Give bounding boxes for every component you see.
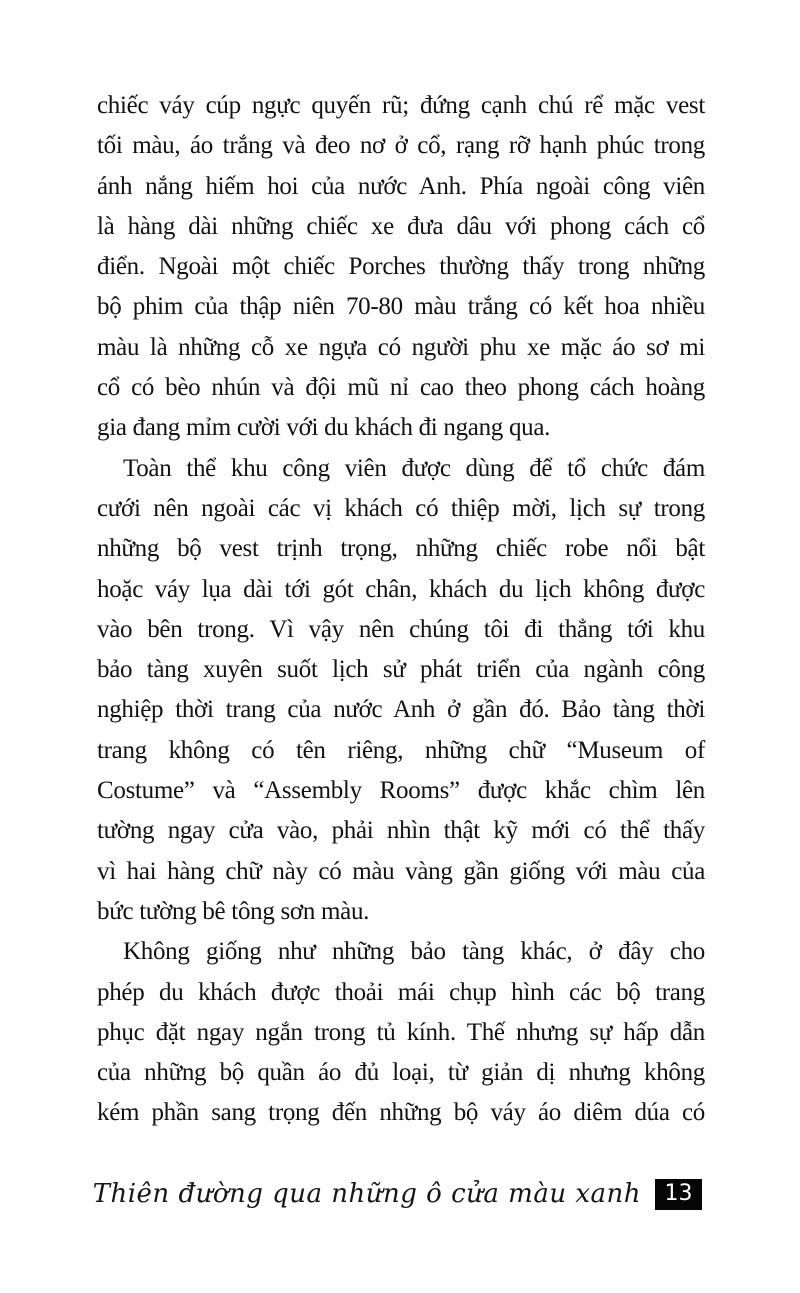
text-line: tối màu, áo trắng và đeo nơ ở cổ, rạng rỡ hạnh phúc trong (97, 132, 705, 160)
text-line: hoặc váy lụa dài tới gót chân, khách du lịch không được (97, 575, 705, 603)
text-line: bộ phim của thập niên 70-80 màu trắng có kết hoa nhiều (97, 293, 705, 321)
body-text (97, 86, 705, 1134)
text-line: trang không có tên riêng, những chữ “Museum of (97, 736, 705, 764)
page-number-badge (655, 1179, 702, 1210)
text-line: Toàn thể khu công viên được dùng để tổ chức đám (123, 454, 705, 482)
paragraph (97, 449, 705, 933)
page-footer (93, 1174, 702, 1214)
page-number: 13 (664, 1181, 693, 1206)
paragraph (97, 932, 705, 1133)
text-line: vào bên trong. Vì vậy nên chúng tôi đi thẳng tới khu (97, 615, 705, 643)
text-line: màu là những cỗ xe ngựa có người phu xe mặc áo sơ mi (97, 333, 705, 361)
text-line: kém phần sang trọng đến những bộ váy áo diêm dúa có (97, 1099, 705, 1127)
text-line: Costume” và “Assembly Rooms” được khắc chìm lên (97, 777, 705, 805)
text-line: của những bộ quần áo đủ loại, từ giản dị nhưng không (97, 1059, 705, 1087)
text-line: cổ có bèo nhún và đội mũ nỉ cao theo phong cách hoàng (97, 374, 705, 402)
text-line: tường ngay cửa vào, phải nhìn thật kỹ mới có thể thấy (97, 817, 705, 845)
text-line: gia đang mỉm cười với du khách đi ngang qua. (97, 414, 551, 442)
text-line: là hàng dài những chiếc xe đưa dâu với phong cách cổ (97, 212, 705, 240)
text-line: bảo tàng xuyên suốt lịch sử phát triển của ngành công (97, 656, 705, 684)
text-line: nghiệp thời trang của nước Anh ở gần đó. Bảo tàng thời (97, 696, 705, 724)
text-line: chiếc váy cúp ngực quyến rũ; đứng cạnh chú rể mặc vest (97, 92, 705, 119)
text-line: phép du khách được thoải mái chụp hình các bộ trang (97, 978, 705, 1006)
text-line: vì hai hàng chữ này có màu vàng gần giống với màu của (97, 857, 705, 885)
text-line: những bộ vest trịnh trọng, những chiếc robe nổi bật (97, 535, 705, 563)
text-line: phục đặt ngay ngắn trong tủ kính. Thế nhưng sự hấp dẫn (97, 1018, 705, 1046)
text-line: Không giống như những bảo tàng khác, ở đây cho (123, 938, 705, 966)
paragraph (97, 86, 705, 449)
text-line: bức tường bê tông sơn màu. (97, 897, 370, 925)
text-line: cưới nên ngoài các vị khách có thiệp mời, lịch sự trong (97, 494, 705, 522)
text-line: điển. Ngoài một chiếc Porches thường thấy trong những (97, 253, 705, 281)
running-title: Thiên đường qua những ô cửa màu xanh (92, 1179, 641, 1209)
text-line: ánh nắng hiếm hoi của nước Anh. Phía ngoài công viên (97, 172, 705, 200)
